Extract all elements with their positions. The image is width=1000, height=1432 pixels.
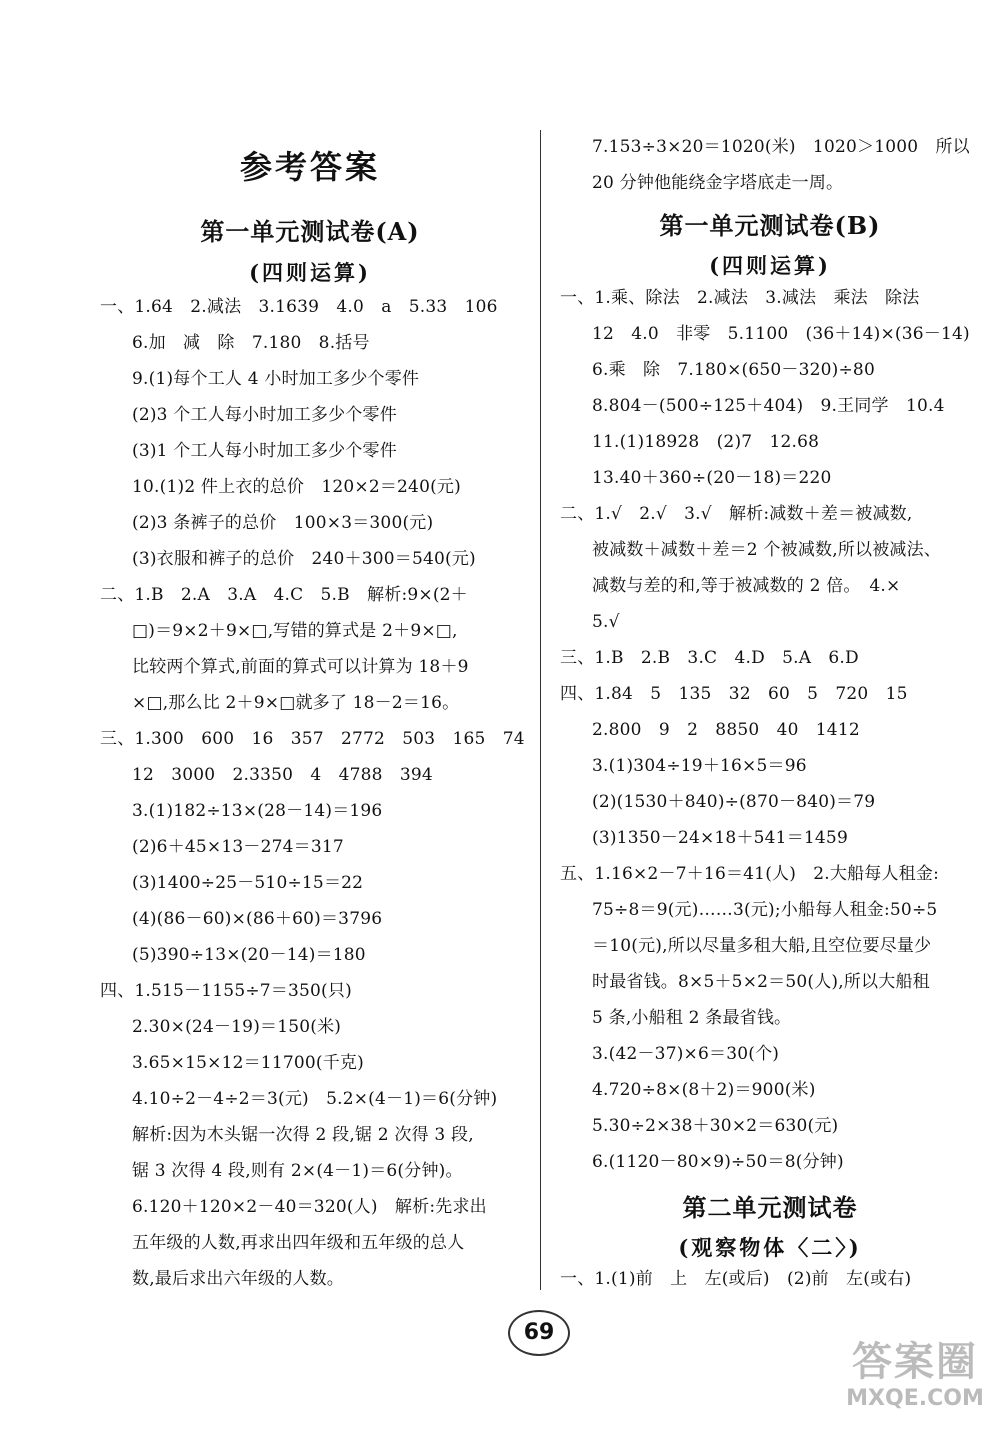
answer-line: 四、1.84 5 135 32 60 5 720 15	[560, 684, 908, 704]
answer-line: 4.720÷8×(8＋2)＝900(米)	[592, 1080, 816, 1100]
answer-line: 3.(1)304÷19＋16×5＝96	[592, 756, 807, 776]
answer-line: 6.乘 除 7.180×(650－320)÷80	[592, 360, 875, 380]
answer-line: 2.30×(24－19)＝150(米)	[132, 1017, 342, 1037]
answer-line: (2)(1530＋840)÷(870－840)＝79	[592, 792, 876, 812]
answer-line: 解析:因为木头锯一次得 2 段,锯 2 次得 3 段,	[132, 1125, 474, 1145]
answer-line: 五、1.16×2－7＋16＝41(人) 2.大船每人租金:	[560, 864, 940, 884]
answer-line: 一、1.乘、除法 2.减法 3.减法 乘法 除法	[560, 288, 920, 308]
answer-line: 5.√	[592, 612, 620, 632]
answer-line: 3.65×15×12＝11700(千克)	[132, 1053, 364, 1073]
page-number: 69	[508, 1310, 570, 1356]
answer-line: 时最省钱。8×5＋5×2＝50(人),所以大船租	[592, 972, 930, 992]
answer-line: 5 条,小船租 2 条最省钱。	[592, 1008, 792, 1028]
answer-line: ×□,那么比 2＋9×□就多了 18－2＝16。	[132, 693, 460, 713]
answer-line: 5.30÷2×38＋30×2＝630(元)	[592, 1116, 839, 1136]
unit2-title: 第二单元测试卷	[682, 1193, 858, 1222]
answer-line: 6.120＋120×2－40＝320(人) 解析:先求出	[132, 1197, 487, 1217]
watermark-top: 答案圈	[852, 1339, 978, 1385]
answer-line: 2.800 9 2 8850 40 1412	[592, 720, 860, 740]
answer-line: 6.(1120－80×9)÷50＝8(分钟)	[592, 1152, 844, 1172]
unit1b-subtitle: (四则运算)	[709, 253, 831, 278]
answer-line: 7.153÷3×20＝1020(米) 1020＞1000 所以	[592, 137, 970, 157]
answer-line: 9.(1)每个工人 4 小时加工多少个零件	[132, 369, 420, 389]
answer-line: 比较两个算式,前面的算式可以计算为 18＋9	[132, 657, 469, 677]
answer-line: 12 3000 2.3350 4 4788 394	[132, 765, 433, 785]
answer-line: 锯 3 次得 4 段,则有 2×(4－1)＝6(分钟)。	[132, 1161, 463, 1181]
page-title: 参考答案	[239, 148, 380, 186]
answer-line: 三、1.B 2.B 3.C 4.D 5.A 6.D	[560, 648, 859, 668]
answer-line: (2)3 条裤子的总价 100×3＝300(元)	[132, 513, 434, 533]
answer-line: 一、1.(1)前 上 左(或后) (2)前 左(或右)	[560, 1269, 912, 1289]
answer-line: (5)390÷13×(20－14)＝180	[132, 945, 366, 965]
answer-line: (3)1 个工人每小时加工多少个零件	[132, 441, 397, 461]
answer-line: 6.加 减 除 7.180 8.括号	[132, 333, 370, 353]
unit1a-subtitle: (四则运算)	[249, 260, 371, 285]
column-divider	[540, 130, 541, 1290]
answer-line: 三、1.300 600 16 357 2772 503 165 74	[100, 729, 525, 749]
answer-line: 13.40＋360÷(20－18)＝220	[592, 468, 832, 488]
answer-line: 3.(1)182÷13×(28－14)＝196	[132, 801, 383, 821]
answer-line: (2)3 个工人每小时加工多少个零件	[132, 405, 397, 425]
answer-line: 四、1.515－1155÷7＝350(只)	[100, 981, 352, 1001]
answer-line: (4)(86－60)×(86＋60)＝3796	[132, 909, 383, 929]
answer-line: (3)1400÷25－510÷15＝22	[132, 873, 364, 893]
unit1b-title: 第一单元测试卷(B)	[659, 211, 881, 240]
answer-line: (3)衣服和裤子的总价 240＋300＝540(元)	[132, 549, 476, 569]
watermark-logo	[840, 1330, 990, 1420]
watermark-bottom: MXQE.COM	[846, 1386, 984, 1411]
answer-line: 被减数＋减数＋差＝2 个被减数,所以被减法、	[592, 540, 942, 560]
answer-line: 一、1.64 2.减法 3.1639 4.0 a 5.33 106	[100, 297, 498, 317]
answer-line: 10.(1)2 件上衣的总价 120×2＝240(元)	[132, 477, 461, 497]
answer-line: 12 4.0 非零 5.1100 (36＋14)×(36－14)	[592, 324, 970, 344]
answer-line: 75÷8＝9(元)……3(元);小船每人租金:50÷5	[592, 900, 938, 920]
answer-line: (2)6＋45×13－274＝317	[132, 837, 344, 857]
answer-line: 减数与差的和,等于被减数的 2 倍。 4.×	[592, 576, 901, 596]
answer-line: 20 分钟他能绕金字塔底走一周。	[592, 173, 844, 193]
answer-line: ＝10(元),所以尽量多租大船,且空位要尽量少	[592, 936, 932, 956]
answer-line: 3.(42－37)×6＝30(个)	[592, 1044, 780, 1064]
answer-line: 数,最后求出六年级的人数。	[132, 1269, 345, 1289]
answer-line: 二、1.√ 2.√ 3.√ 解析:减数＋差＝被减数,	[560, 504, 913, 524]
answer-line: 8.804－(500÷125＋404) 9.王同学 10.4	[592, 396, 945, 416]
answer-line: 二、1.B 2.A 3.A 4.C 5.B 解析:9×(2＋	[100, 585, 468, 605]
answer-line: 4.10÷2－4÷2＝3(元) 5.2×(4－1)＝6(分钟)	[132, 1089, 498, 1109]
answer-line: (3)1350－24×18＋541＝1459	[592, 828, 848, 848]
unit2-subtitle: (观察物体〈二〉)	[678, 1235, 862, 1260]
unit1a-title: 第一单元测试卷(A)	[200, 217, 420, 246]
answer-line: 11.(1)18928 (2)7 12.68	[592, 432, 820, 452]
answer-line: □)＝9×2＋9×□,写错的算式是 2＋9×□,	[132, 621, 458, 641]
answer-line: 五年级的人数,再求出四年级和五年级的总人	[132, 1233, 465, 1253]
